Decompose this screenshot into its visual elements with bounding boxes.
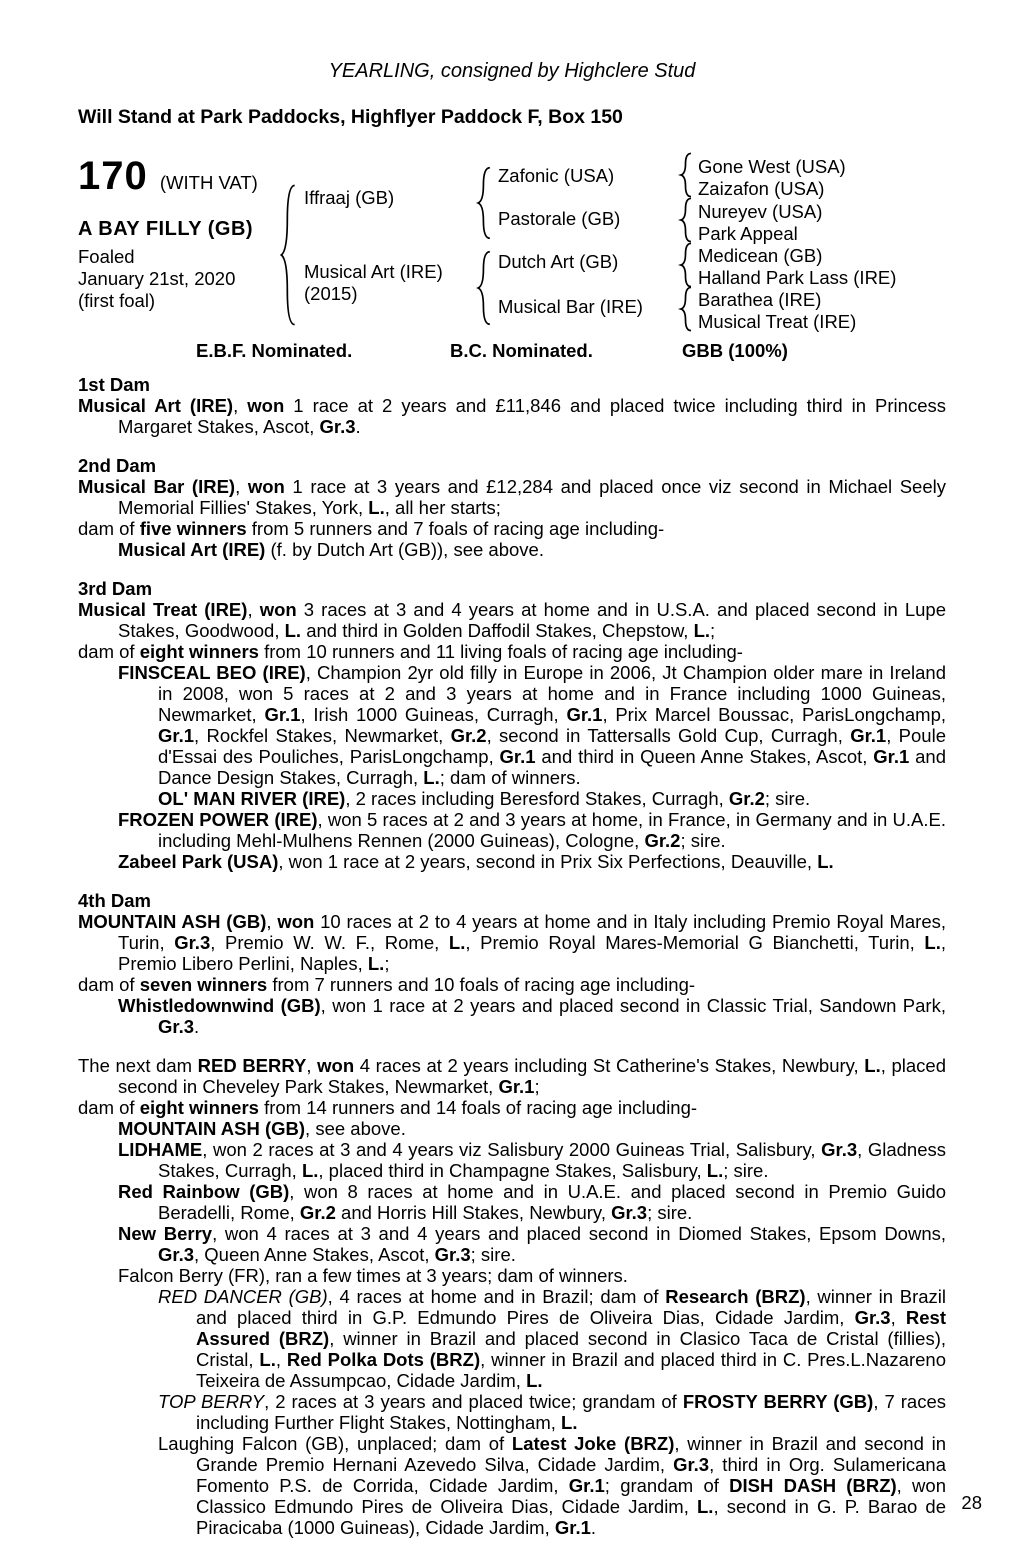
pedigree-ancestor: Musical Treat (IRE) xyxy=(698,311,857,332)
pedigree-ancestor: Park Appeal xyxy=(698,223,798,244)
offspring-entry: Laughing Falcon (GB), unplaced; dam of Latest Joke (BRZ), winner in Brazil and second in Grande Premio Hernani Azevedo Silva, Cidade Jardim, Gr.3, third in Org. Sulamericana Fomento P.S. de Corrida, Cidade Jardim, Gr.1; grandam of DISH DASH (BRZ), won Classico Edmundo Pires de Oliveira Dias, Cidade Jardim, L., second in G. P. Barao de Piracicaba (1000 Guineas), Cidade Jardim, Gr.1. xyxy=(158,1433,947,1538)
produce-summary: dam of seven winners from 7 runners and 10 foals of racing age including- xyxy=(78,974,696,995)
catalog-body xyxy=(78,374,946,1538)
offspring-entry: Musical Art (IRE) (f. by Dutch Art (GB)), see above. xyxy=(118,539,544,560)
ebf-nomination: E.B.F. Nominated. xyxy=(196,340,353,361)
dam-entry: Musical Bar (IRE), won 1 race at 3 years and £12,284 and placed once viz second in Michael Seely Memorial Fillies' Stakes, York, L., all her starts; xyxy=(78,476,946,518)
section-heading-4th-dam: 4th Dam xyxy=(78,890,151,911)
pedigree-grandsire: Zafonic (USA) xyxy=(498,165,615,186)
pedigree-ancestor: Medicean (GB) xyxy=(698,245,823,266)
foaled-date: January 21st, 2020 xyxy=(78,268,236,289)
next-dam-entry: The next dam RED BERRY, won 4 races at 2 years including St Catherine's Stakes, Newbury, L., placed second in Cheveley Park Stakes, Newmarket, Gr.1; xyxy=(78,1055,946,1097)
page-number: 28 xyxy=(961,1492,982,1513)
produce-summary: dam of eight winners from 14 runners and 14 foals of racing age including- xyxy=(78,1097,698,1118)
gbb-status: GBB (100%) xyxy=(682,340,788,361)
pedigree-ancestor: Zaizafon (USA) xyxy=(698,178,825,199)
pedigree-granddam: Pastorale (GB) xyxy=(498,208,621,229)
dam-entry: Musical Art (IRE), won 1 race at 2 years and £11,846 and placed twice including third in Princess Margaret Stakes, Ascot, Gr.3. xyxy=(78,395,946,437)
stand-location: Will Stand at Park Paddocks, Highflyer Paddock F, Box 150 xyxy=(78,106,623,128)
offspring-entry: TOP BERRY, 2 races at 3 years and placed twice; grandam of FROSTY BERRY (GB), 7 races including Further Flight Stakes, Nottingham, L. xyxy=(158,1391,946,1433)
pedigree-brace-icon xyxy=(680,198,692,242)
produce-summary: dam of five winners from 5 runners and 7 foals of racing age including- xyxy=(78,518,665,539)
lot-block xyxy=(78,154,258,199)
offspring-entry: LIDHAME, won 2 races at 3 and 4 years viz Salisbury 2000 Guineas Trial, Salisbury, Gr.3, Gladness Stakes, Curragh, L., placed third in Champagne Stakes, Salisbury, L.; sire. xyxy=(118,1139,946,1181)
pedigree-brace-icon xyxy=(680,287,692,331)
pedigree-grandsire: Dutch Art (GB) xyxy=(498,251,619,272)
horse-name: A BAY FILLY (GB) xyxy=(78,218,254,240)
pedigree-granddam: Musical Bar (IRE) xyxy=(498,296,643,317)
offspring-entry: Zabeel Park (USA), won 1 race at 2 years, second in Prix Six Perfections, Deauville, L. xyxy=(118,851,834,872)
pedigree-sire: Iffraaj (GB) xyxy=(304,187,395,208)
vat-note: (WITH VAT) xyxy=(159,172,258,193)
pedigree-brace-icon xyxy=(680,153,692,197)
offspring-entry: Falcon Berry (FR), ran a few times at 3 years; dam of winners. xyxy=(118,1265,628,1286)
pedigree-ancestor: Barathea (IRE) xyxy=(698,289,822,310)
pedigree-ancestor: Gone West (USA) xyxy=(698,156,846,177)
dam-entry: MOUNTAIN ASH (GB), won 10 races at 2 to 4 years at home and in Italy including Premio Royal Mares, Turin, Gr.3, Premio W. W. F., Rome, L., Premio Royal Mares-Memorial G Bianchetti, Turin, L., Premio Libero Perlini, Naples, L.; xyxy=(78,911,946,974)
pedigree-brace-icon xyxy=(280,184,296,326)
pedigree-table xyxy=(78,150,946,365)
offspring-entry: FINSCEAL BEO (IRE), Champion 2yr old filly in Europe in 2006, Jt Champion older mare in Ireland in 2008, won 5 races at 2 and 3 years at home and in France including 1000 Guineas, Newmarket, Gr.1, Irish 1000 Guineas, Curragh, Gr.1, Prix Marcel Boussac, ParisLongchamp, Gr.1, Rockfel Stakes, Newmarket, Gr.2, second in Tattersalls Gold Cup, Curragh, Gr.1, Poule d'Essai des Pouliches, ParisLongchamp, Gr.1 and third in Queen Anne Stakes, Ascot, Gr.1 and Dance Design Stakes, Curragh, L.; dam of winners. xyxy=(118,662,946,788)
foal-note: (first foal) xyxy=(78,290,156,311)
offspring-entry: Red Rainbow (GB), won 8 races at home and in U.A.E. and placed second in Premio Guido Beradelli, Rome, Gr.2 and Horris Hill Stakes, Newbury, Gr.3; sire. xyxy=(118,1181,946,1223)
offspring-entry: New Berry, won 4 races at 3 and 4 years and placed second in Diomed Stakes, Epsom Downs, Gr.3, Queen Anne Stakes, Ascot, Gr.3; sire. xyxy=(118,1223,947,1265)
pedigree-dam: Musical Art (IRE) xyxy=(304,261,443,282)
bc-nomination: B.C. Nominated. xyxy=(450,340,593,361)
section-heading-1st-dam: 1st Dam xyxy=(78,374,150,395)
page-title: YEARLING, consigned by Highclere Stud xyxy=(328,60,696,82)
pedigree-ancestor: Halland Park Lass (IRE) xyxy=(698,267,897,288)
section-heading-3rd-dam: 3rd Dam xyxy=(78,578,153,599)
section-heading-2nd-dam: 2nd Dam xyxy=(78,455,157,476)
pedigree-ancestor: Nureyev (USA) xyxy=(698,201,823,222)
dam-entry: Musical Treat (IRE), won 3 races at 3 and 4 years at home and in U.S.A. and placed second in Lupe Stakes, Goodwood, L. and third in Golden Daffodil Stakes, Chepstow, L.; xyxy=(78,599,947,641)
offspring-entry: Whistledownwind (GB), won 1 race at 2 years and placed second in Classic Trial, Sandown Park, Gr.3. xyxy=(118,995,946,1037)
offspring-entry: RED DANCER (GB), 4 races at home and in Brazil; dam of Research (BRZ), winner in Brazil and placed third in G.P. Edmundo Pires de Oliveira Dias, Cidade Jardim, Gr.3, Rest Assured (BRZ), winner in Brazil and placed second in Clasico Taca de Cristal (fillies), Cristal, L., Red Polka Dots (BRZ), winner in Brazil and placed third in C. Pres.L.Nazareno Teixeira de Assumpcao, Cidade Jardim, L. xyxy=(158,1286,947,1391)
produce-summary: dam of eight winners from 10 runners and 11 living foals of racing age including- xyxy=(78,641,743,662)
offspring-entry: OL' MAN RIVER (IRE), 2 races including Beresford Stakes, Curragh, Gr.2; sire. xyxy=(158,788,811,809)
offspring-entry: FROZEN POWER (IRE), won 5 races at 2 and 3 years at home, in France, in Germany and in U.A.E. including Mehl-Mulhens Rennen (2000 Guineas), Cologne, Gr.2; sire. xyxy=(118,809,946,851)
lot-number: 170 xyxy=(78,154,148,198)
offspring-entry: MOUNTAIN ASH (GB), see above. xyxy=(118,1118,406,1139)
pedigree-brace-icon xyxy=(477,251,491,325)
pedigree-brace-icon xyxy=(477,167,491,239)
foaled-label: Foaled xyxy=(78,246,135,267)
pedigree-brace-icon xyxy=(680,243,692,287)
pedigree-dam-year: (2015) xyxy=(304,283,358,304)
